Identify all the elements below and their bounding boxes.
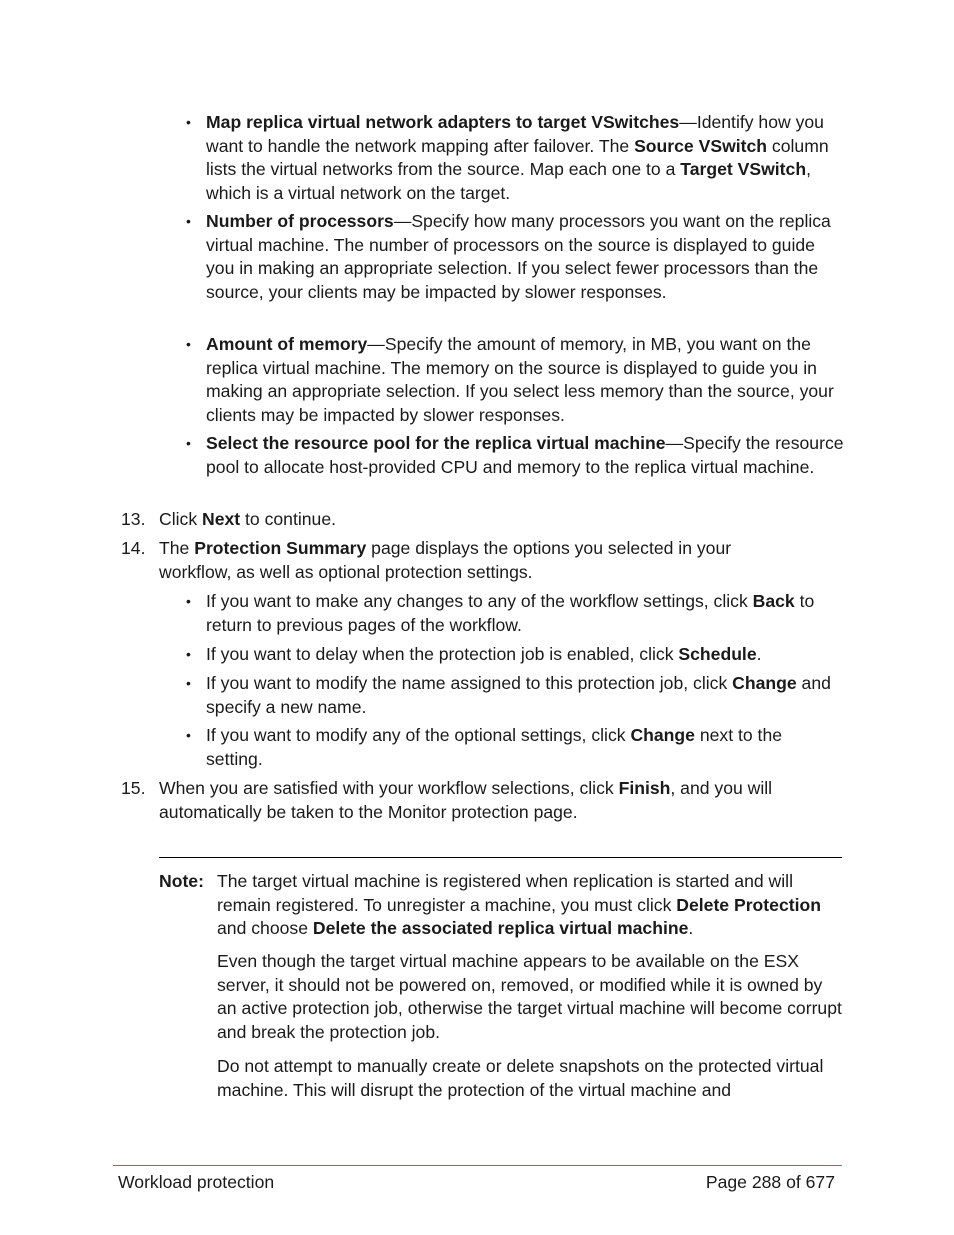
note-text: . (688, 918, 694, 938)
step-number: 13. (121, 509, 146, 529)
step-number: 14. (121, 538, 146, 558)
step-text: page displays the options you selected in your workflow, as well as optional protection settings. (159, 538, 732, 582)
bullet-text: —Specify the amount of memory, in MB, you want on the replica virtual machine. The memory on the source is displayed to guide you in making an appropriate selection. If you select less memory than the source, your clients may be impacted by slower responses. (206, 334, 834, 425)
bullet-term: Change (630, 725, 695, 745)
bullet-resource-pool (206, 432, 846, 479)
bullet-text: , which is a virtual network on the target. (206, 159, 811, 203)
note-label: Note: (159, 871, 204, 891)
note-divider (159, 857, 842, 858)
note-paragraph-3: Do not attempt to manually create or delete snapshots on the protected virtual machine. This will disrupt the protection of the virtual machine and (217, 1056, 824, 1100)
note-term: Delete the associated replica virtual machine (312, 918, 689, 938)
bullet-change-name (206, 672, 846, 719)
step-text: When you are satisfied with your workflow selections, click (159, 778, 619, 798)
bullet-number-of-processors (206, 210, 846, 304)
bullet-title: Number of processors (206, 211, 394, 231)
bullet-change-settings (206, 724, 826, 771)
note-text: and choose (217, 918, 313, 938)
note-text: The target virtual machine is registered when replication is started and will remain registered. To unregister a machine, you must click (217, 871, 793, 915)
bullet-text: to return to previous pages of the workflow. (206, 591, 815, 635)
bullet-title: Map replica virtual network adapters to target VSwitches (206, 112, 680, 132)
step-14 (121, 537, 799, 584)
bullet-text: column lists the virtual networks from the source. Map each one to a (206, 135, 829, 179)
step-term: Next (202, 509, 241, 529)
bullet-title: Select the resource pool for the replica virtual machine (206, 433, 666, 453)
bullet-text: —Identify how you want to handle the network mapping after failover. The (206, 112, 824, 156)
bullet-schedule (206, 643, 846, 667)
bullet-term: Source VSwitch (634, 135, 768, 156)
step-13 (121, 508, 849, 532)
bullet-text: —Specify how many processors you want on the replica virtual machine. The number of processors on the source is displayed to guide you in making an appropriate selection. If you select fewer processors than the source, your clients may be impacted by slower responses. (206, 211, 831, 302)
bullet-text: If you want to make any changes to any of the workflow settings, click (206, 591, 753, 611)
bullet-text: next to the setting. (206, 725, 783, 769)
bullet-text: —Specify the resource pool to allocate host-provided CPU and memory to the replica virtual machine. (206, 433, 844, 477)
footer-page-number: Page 288 of 677 (705, 1172, 835, 1192)
step-term: Finish (618, 778, 671, 798)
note-paragraph-2: Even though the target virtual machine appears to be available on the ESX server, it should not be powered on, removed, or modified while it is owned by an active protection job, otherwise the target virtual machine will become corrupt and break the protection job. (217, 951, 842, 1042)
step-term: Protection Summary (194, 538, 367, 558)
bullet-title: Amount of memory (206, 334, 368, 354)
bullet-term: Back (752, 591, 795, 611)
bullet-text: If you want to modify any of the optional settings, click (206, 725, 631, 745)
step-text: The (159, 538, 195, 558)
bullet-text: and specify a new name. (206, 673, 831, 717)
bullet-text: . (756, 644, 762, 664)
step-text: , and you will automatically be taken to the Monitor protection page. (159, 778, 773, 822)
bullet-term: Schedule (678, 644, 757, 664)
bullet-term: Target VSwitch (680, 159, 807, 179)
note-term: Delete Protection (676, 894, 821, 915)
step-number: 15. (121, 778, 146, 798)
step-15 (121, 777, 819, 824)
note-paragraph-1 (217, 870, 843, 941)
bullet-amount-of-memory (206, 333, 846, 427)
footer-section-title: Workload protection (118, 1172, 275, 1192)
bullet-text: If you want to modify the name assigned to this protection job, click (206, 673, 733, 693)
step-text: Click (159, 509, 203, 529)
bullet-back (206, 590, 836, 637)
bullet-term: Change (732, 673, 797, 693)
bullet-text: If you want to delay when the protection job is enabled, click (206, 644, 679, 664)
step-text: to continue. (240, 509, 337, 529)
footer-divider (113, 1165, 842, 1166)
bullet-map-network-adapters (206, 111, 846, 205)
